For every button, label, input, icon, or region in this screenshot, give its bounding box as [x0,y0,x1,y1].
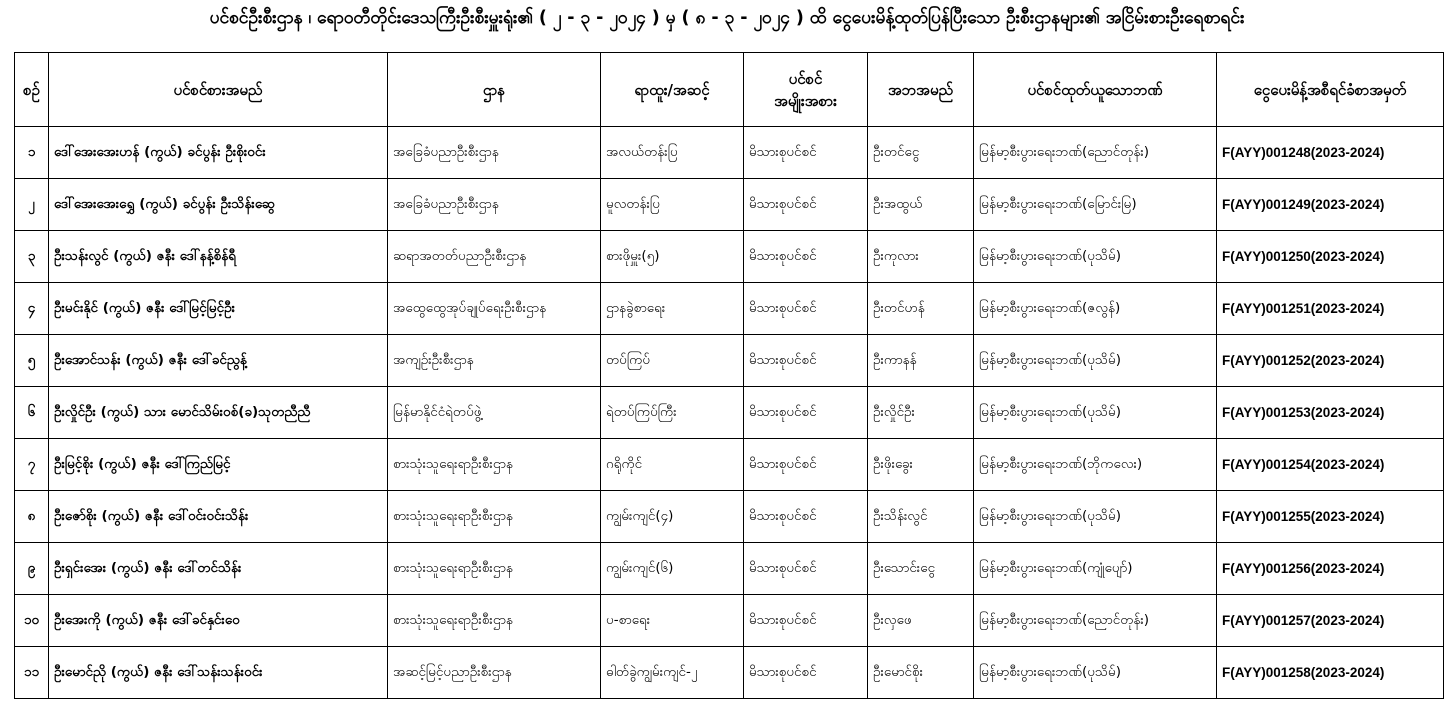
father-name-cell: ဦးတင်ဟန် [868,283,974,335]
row-number-cell: ၁၀ [15,595,49,647]
department-name-cell: စားသုံးသူရေးရာဦးစီးဌာန [388,439,601,491]
table-row [15,595,1444,647]
pensioner-name-cell: ဦးအေးကို (ကွယ်) ဇနီး ဒေါ်ခင်နှင်းဝေ [49,595,388,647]
payment-order-number-cell: F(AYY)001250(2023-2024) [1217,231,1444,283]
bank-name-cell: မြန်မာ့စီးပွားရေးဘဏ်(ပုသိမ်) [974,647,1217,699]
table-header-row [15,53,1444,127]
department-name-cell: စားသုံးသူရေးရာဦးစီးဌာန [388,543,601,595]
pensioner-name-cell: ဦးမြင့်စိုး (ကွယ်) ဇနီး ဒေါ်ကြည်မြင့် [49,439,388,491]
pension-type-cell: မိသားစုပင်စင် [744,543,868,595]
pensioner-name-cell: ဦးမင်းနိုင် (ကွယ်) ဇနီး ဒေါ်မြင့်မြင့်ဦး [49,283,388,335]
department-name-cell: အခြေခံပညာဦးစီးဌာန [388,179,601,231]
page-title: ပင်စင်ဦးစီးဌာန ၊ ရောဝတီတိုင်းဒေသကြီးဦးစီးမှူးရုံး၏ ( ၂ - ၃ - ၂၀၂၄ ) မှ ( ၈ - ၃ - ၂၀၂၄ ) ထိ ငွေပေးမိန့်ထုတ်ပြန်ပြီးသော ဦးစီးဌာနများ၏ အငြိမ်းစားဦးရေစာရင်း [209,8,1245,28]
pension-type-cell: မိသားစုပင်စင် [744,439,868,491]
payment-order-number-cell: F(AYY)001252(2023-2024) [1217,335,1444,387]
row-number-cell: ၅ [15,335,49,387]
pensioner-name-cell: ဒေါ်အေးအေးရွှေ (ကွယ်) ခင်ပွန်း ဦးသိန်းဆွေ [49,179,388,231]
rank-cell: မူလတန်းပြ [601,179,744,231]
father-name-cell: ဦးတင်ငွေ [868,127,974,179]
header-rank: ရာထူး/အဆင့် [601,53,744,127]
pensioner-name-cell: ဦးအောင်သန်း (ကွယ်) ဇနီး ဒေါ်ခင်ညွန့် [49,335,388,387]
row-number-cell: ၄ [15,283,49,335]
pensioner-name-cell: ဒေါ်အေးအေးဟန် (ကွယ်) ခင်ပွန်း ဦးစိုးဝင်း [49,127,388,179]
pension-table [14,52,1444,699]
row-number-cell: ၂ [15,179,49,231]
rank-cell: အလယ်တန်းပြ [601,127,744,179]
department-name-cell: မြန်မာနိုင်ငံရဲတပ်ဖွဲ့ [388,387,601,439]
father-name-cell: ဦးကာနန် [868,335,974,387]
rank-cell: ပ-စာရေး [601,595,744,647]
table-row [15,387,1444,439]
father-name-cell: ဦးလှဖေ [868,595,974,647]
department-name-cell: အထွေထွေအုပ်ချုပ်ရေးဦးစီးဌာန [388,283,601,335]
department-name-cell: စားသုံးသူရေးရာဦးစီးဌာန [388,595,601,647]
pension-type-cell: မိသားစုပင်စင် [744,283,868,335]
father-name-cell: ဦးသောင်းငွေ [868,543,974,595]
table-row [15,127,1444,179]
pension-type-cell: မိသားစုပင်စင် [744,647,868,699]
header-no: စဉ် [15,53,49,127]
row-number-cell: ၈ [15,491,49,543]
rank-cell: ကျွမ်းကျင်(၄) [601,491,744,543]
header-bank: ပင်စင်ထုတ်ယူသောဘဏ် [974,53,1217,127]
payment-order-number-cell: F(AYY)001248(2023-2024) [1217,127,1444,179]
bank-name-cell: မြန်မာ့စီးပွားရေးဘဏ်(ကျုံပျော်) [974,543,1217,595]
father-name-cell: ဦးလှိုင်ဦး [868,387,974,439]
row-number-cell: ၇ [15,439,49,491]
header-pension-type-line2: အမျိုးအစား [774,91,837,110]
department-name-cell: အခြေခံပညာဦးစီးဌာန [388,127,601,179]
row-number-cell: ၆ [15,387,49,439]
payment-order-number-cell: F(AYY)001257(2023-2024) [1217,595,1444,647]
table-row [15,179,1444,231]
pension-type-cell: မိသားစုပင်စင် [744,179,868,231]
pension-type-cell: မိသားစုပင်စင် [744,127,868,179]
rank-cell: စားဖိုမှူး(၅) [601,231,744,283]
pension-type-cell: မိသားစုပင်စင် [744,231,868,283]
payment-order-number-cell: F(AYY)001255(2023-2024) [1217,491,1444,543]
father-name-cell: ဦးသိန်းလွင် [868,491,974,543]
payment-order-number-cell: F(AYY)001258(2023-2024) [1217,647,1444,699]
pension-type-cell: မိသားစုပင်စင် [744,491,868,543]
pensioner-name-cell: ဦးလှိုင်ဦး (ကွယ်) သား မောင်သိမ်းဝစ်(ခ)သုတညီညီ [49,387,388,439]
row-number-cell: ၃ [15,231,49,283]
payment-order-number-cell: F(AYY)001253(2023-2024) [1217,387,1444,439]
table-row [15,491,1444,543]
header-father-name: အဘအမည် [868,53,974,127]
bank-name-cell: မြန်မာ့စီးပွားရေးဘဏ်(မြောင်းမြ) [974,179,1217,231]
table-body [15,127,1444,699]
rank-cell: ဓါတ်ခွဲကျွမ်းကျင်-၂ [601,647,744,699]
father-name-cell: ဦးကုလား [868,231,974,283]
row-number-cell: ၁ [15,127,49,179]
rank-cell: ဌာနခွဲစာရေး [601,283,744,335]
payment-order-number-cell: F(AYY)001251(2023-2024) [1217,283,1444,335]
pensioner-name-cell: ဦးသန်းလွင် (ကွယ်) ဇနီး ဒေါ်နန့်စိန်ရီ [49,231,388,283]
header-pension-type-line1: ပင်စင် [788,69,823,88]
pension-type-cell: မိသားစုပင်စင် [744,387,868,439]
table-row [15,439,1444,491]
header-pensioner-name: ပင်စင်စားအမည် [49,53,388,127]
father-name-cell: ဦးအထွယ် [868,179,974,231]
bank-name-cell: မြန်မာ့စီးပွားရေးဘဏ်(ပုသိမ်) [974,491,1217,543]
table-row [15,543,1444,595]
rank-cell: ကျွမ်းကျင်(၆) [601,543,744,595]
pensioner-name-cell: ဦးမောင်ညို (ကွယ်) ဇနီး ဒေါ်သန်းသန်းဝင်း [49,647,388,699]
bank-name-cell: မြန်မာ့စီးပွားရေးဘဏ်(ပုသိမ်) [974,387,1217,439]
bank-name-cell: မြန်မာ့စီးပွားရေးဘဏ်(ပုသိမ်) [974,335,1217,387]
father-name-cell: ဦးဖိုးခွေး [868,439,974,491]
pensioner-name-cell: ဦးရှင်းအေး (ကွယ်) ဇနီး ဒေါ်တင်သိန်း [49,543,388,595]
rank-cell: ဂရိုကိုင် [601,439,744,491]
pension-type-cell: မိသားစုပင်စင် [744,595,868,647]
payment-order-number-cell: F(AYY)001256(2023-2024) [1217,543,1444,595]
department-name-cell: အကျဉ်းဦးစီးဌာန [388,335,601,387]
table-row [15,283,1444,335]
bank-name-cell: မြန်မာ့စီးပွားရေးဘဏ်(ညောင်တုန်း) [974,127,1217,179]
row-number-cell: ၁၁ [15,647,49,699]
header-payment-order-number: ငွေပေးမိန့်အစီရင်ခံစာအမှတ် [1217,53,1444,127]
father-name-cell: ဦးမောင်စိုး [868,647,974,699]
pension-type-cell: မိသားစုပင်စင် [744,335,868,387]
bank-name-cell: မြန်မာ့စီးပွားရေးဘဏ်(ဘိုကလေး) [974,439,1217,491]
department-name-cell: ဆရာအတတ်ပညာဦးစီးဌာန [388,231,601,283]
bank-name-cell: မြန်မာ့စီးပွားရေးဘဏ်(ပုသိမ်) [974,231,1217,283]
bank-name-cell: မြန်မာ့စီးပွားရေးဘဏ်(ဇလွန်) [974,283,1217,335]
payment-order-number-cell: F(AYY)001254(2023-2024) [1217,439,1444,491]
pensioner-name-cell: ဦးဇော်စိုး (ကွယ်) ဇနီး ဒေါ်ဝင်းဝင်းသိန်း [49,491,388,543]
table-row [15,231,1444,283]
rank-cell: ရဲတပ်ကြပ်ကြီး [601,387,744,439]
department-name-cell: အဆင့်မြင့်ပညာဦးစီးဌာန [388,647,601,699]
table-row [15,335,1444,387]
bank-name-cell: မြန်မာ့စီးပွားရေးဘဏ်(ညောင်တုန်း) [974,595,1217,647]
header-pension-type [744,53,868,127]
payment-order-number-cell: F(AYY)001249(2023-2024) [1217,179,1444,231]
rank-cell: တပ်ကြပ် [601,335,744,387]
header-department: ဌာန [388,53,601,127]
table-row [15,647,1444,699]
row-number-cell: ၉ [15,543,49,595]
department-name-cell: စားသုံးသူရေးရာဦးစီးဌာန [388,491,601,543]
